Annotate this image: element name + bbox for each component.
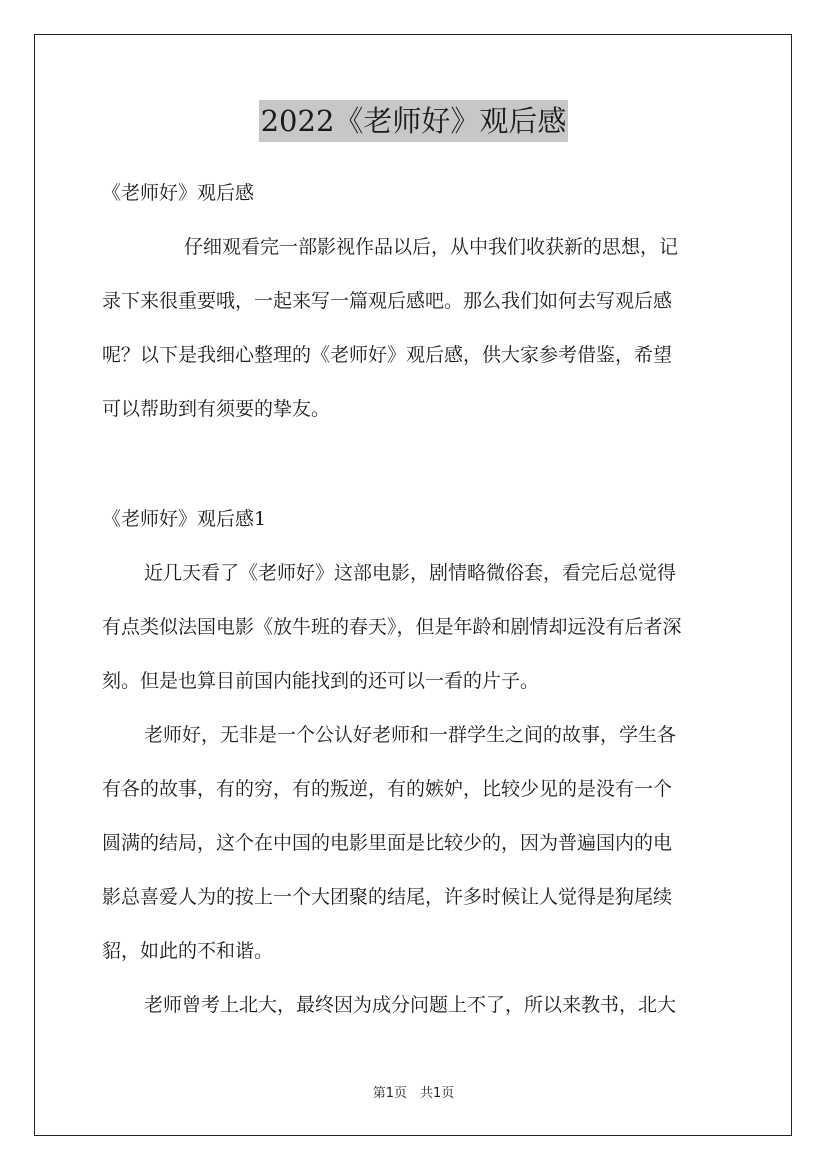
para2-line-4: 影总喜爱人为的按上一个大团聚的结尾，许多时候让人觉得是狗尾续 xyxy=(102,886,673,908)
subtitle: 《老师好》观后感 xyxy=(102,182,255,204)
para2-line-5: 貂，如此的不和谐。 xyxy=(102,940,274,962)
para2-line-1: 老师好，无非是一个公认好老师和一群学生之间的故事，学生各 xyxy=(144,724,677,746)
intro-line-4: 可以帮助到有须要的挚友。 xyxy=(102,398,331,420)
section-heading: 《老师好》观后感1 xyxy=(102,508,267,530)
para2-line-3: 圆满的结局，这个在中国的电影里面是比较少的，因为普遍国内的电 xyxy=(102,832,673,854)
para1-line-2: 有点类似法国电影《放牛班的春天》，但是年龄和剧情却远没有后者深 xyxy=(102,616,682,638)
document-title xyxy=(0,100,827,142)
document-title-text: 2022《老师好》观后感 xyxy=(259,100,569,142)
intro-line-2: 录下来很重要哦，一起来写一篇观后感吧。那么我们如何去写观后感 xyxy=(102,290,673,312)
page-footer: 第1页 共1页 xyxy=(372,1086,455,1101)
para3-line-1: 老师曾考上北大，最终因为成分问题上不了，所以来教书，北大 xyxy=(144,994,677,1016)
para1-line-3: 刻。但是也算目前国内能找到的还可以一看的片子。 xyxy=(102,670,540,692)
intro-line-1: 仔细观看完一部影视作品以后，从中我们收获新的思想，记 xyxy=(146,236,679,258)
para2-line-2: 有各的故事，有的穷，有的叛逆，有的嫉妒，比较少见的是没有一个 xyxy=(102,778,673,800)
intro-line-3: 呢？以下是我细心整理的《老师好》观后感，供大家参考借鉴，希望 xyxy=(102,344,673,366)
para1-line-1: 近几天看了《老师好》这部电影，剧情略微俗套，看完后总觉得 xyxy=(144,562,677,584)
